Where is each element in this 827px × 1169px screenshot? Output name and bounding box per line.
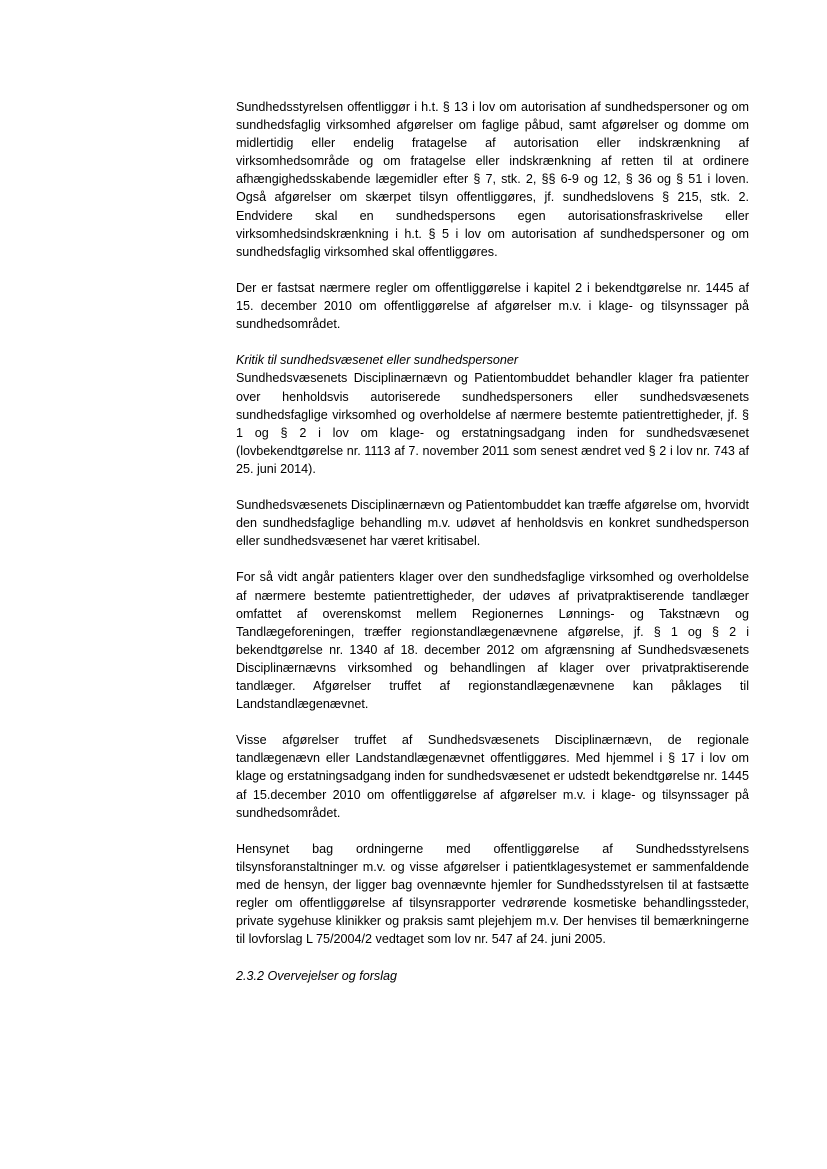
section-heading-overvejelser: 2.3.2 Overvejelser og forslag [236, 968, 398, 983]
subheading-kritik: Kritik til sundhedsvæsenet eller sundhedspersoner [236, 353, 519, 368]
paragraph-offentliggoerelse-autorisation: Sundhedsstyrelsen offentliggør i h.t. § 13 i lov om autorisation af sundhedspersoner og om sundhedsfaglig virksomhed afgørelser om faglige påbud, samt afgørelser og domme om midlertidig eller endelig fratagelse af autorisation eller indskrænkning af virksomhedsområde og om fratagelse eller indskrænkning af retten til at ordinere afhængighedsskabende lægemidler efter § 7, stk. 2, §§ 6-9 og 12, § 36 og § 51 i loven. Også afgørelser om skærpet tilsyn offentliggøres, jf. sundhedslovens § 215, stk. 2. Endvidere skal en sundhedspersons egen autorisationsfraskrivelse eller virksomhedsindskrænkning i h.t. § 5 i lov om autorisation af sundhedspersoner og om sundhedsfaglig virksomhed skal offentliggøres. [236, 100, 749, 259]
paragraph-visse-afgoerelser: Visse afgørelser truffet af Sundhedsvæsenets Disciplinærnævn, de regionale tandlægenævn eller Landstandlægenævnet offentliggøres. Med hjemmel i § 17 i lov om klage og erstatningsadgang inden for sundhedsvæsenet er udstedt bekendtgørelse nr. 1445 af 15.december 2010 om offentliggørelse af afgørelser m.v. i klage- og tilsynssager på sundhedsområdet. [236, 733, 749, 820]
paragraph-disciplinaernaevn-klager: Sundhedsvæsenets Disciplinærnævn og Patientombuddet behandler klager fra patienter over henholdsvis autoriserede sundhedspersoners eller sundhedsvæsenets sundhedsfaglige virksomhed og overholdelse af nærmere bestemte patientrettigheder, jf. § 1 og § 2 i lov om klage- og erstatningsadgang inden for sundhedsvæsenet (lovbekendtgørelse nr. 1113 af 7. november 2011 som senest ændret ved § 2 i lov nr. 743 af 25. juni 2014). [236, 371, 749, 476]
paragraph-regler-kapitel-2: Der er fastsat nærmere regler om offentliggørelse i kapitel 2 i bekendtgørelse nr. 1445 af 15. december 2010 om offentliggørelse af afgørelser m.v. i klage- og tilsynssager på sundhedsområdet. [236, 280, 749, 332]
paragraph-kritisabel-behandling: Sundhedsvæsenets Disciplinærnævn og Patientombuddet kan træffe afgørelse om, hvorvidt den sundhedsfaglige behandling m.v. udøvet af henholdsvis en konkret sundhedsperson eller sundhedsvæsenet har været kritisabel. [236, 498, 749, 549]
document-page [236, 98, 749, 985]
paragraph-tandlaeger-klager: For så vidt angår patienters klager over den sundhedsfaglige virksomhed og overholdelse af nærmere bestemte patientrettigheder, der udøves af privatpraktiserende tandlæger omfattet af overenskomst mellem Regionernes Lønnings- og Takstnævn og Tandlægeforeningen, træffer regionstandlægenævnene afgørelse, jf. § 1 og § 2 i bekendtgørelse nr. 1340 af 18. december 2012 om afgrænsning af Sundhedsvæsenets Disciplinærnævns virksomhed og behandlingen af klager over privatpraktiserende tandlæger. Afgørelser truffet af regionstandlægenævnene kan påklages til Landstandlægenævnet. [236, 570, 749, 712]
paragraph-hensynet-bag-ordningerne: Hensynet bag ordningerne med offentliggørelse af Sundhedsstyrelsens tilsynsforanstaltninger m.v. og visse afgørelser i patientklagesystemet er sammenfaldende med de hensyn, der ligger bag ovennævnte hjemler for Sundhedsstyrelsen til at fastsætte regler om offentliggørelse af tilsynsrapporter vedrørende kosmetiske behandlingssteder, private sygehuse klinikker og praksis samt plejehjem m.v. Der henvises til bemærkningerne til lovforslag L 75/2004/2 vedtaget som lov nr. 547 af 24. juni 2005. [236, 841, 749, 947]
